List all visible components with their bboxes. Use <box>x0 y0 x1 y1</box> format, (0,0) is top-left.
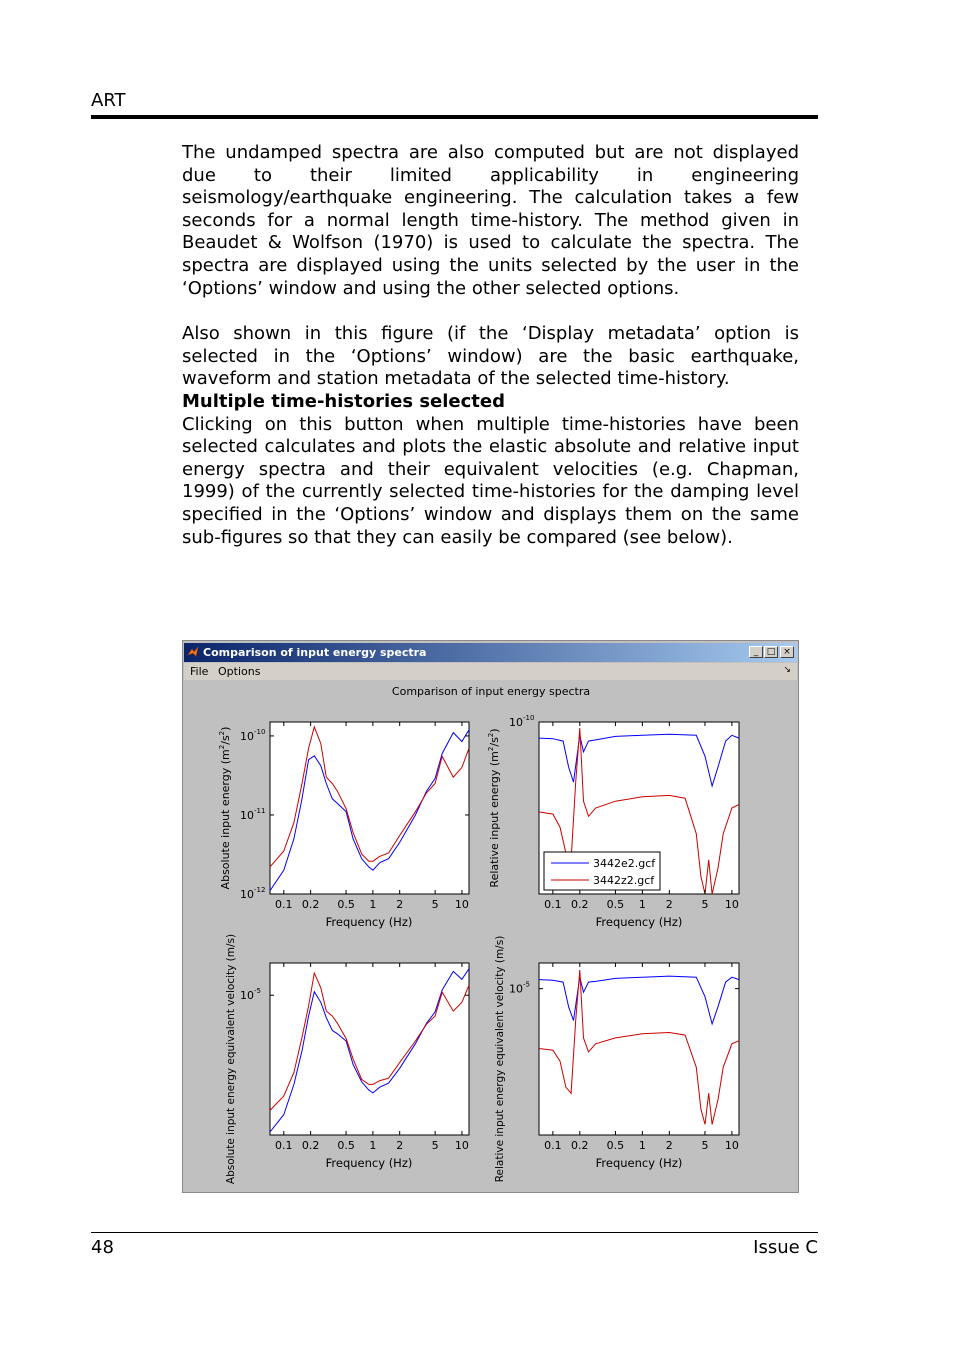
paragraph-multiple-histories: Clicking on this button when multiple time-histories have been selected calculates and plots the elastic absolute and relative input energy spectra and their equivalent velocities (e.g. Chapman, 1999) of the currently selected time-histories for the damping level specified in the ‘Options’ window and displays them on the same sub-figures so that they can easily be compared (see below). <box>182 413 799 548</box>
x-tick-label: 2 <box>665 898 673 911</box>
x-axis-label: Frequency (Hz) <box>595 1156 683 1170</box>
legend <box>544 852 660 890</box>
x-axis-label: Frequency (Hz) <box>325 915 413 929</box>
window-title: Comparison of input energy spectra <box>203 646 427 659</box>
y-tick-labels <box>509 981 530 996</box>
y-tick-label: $10^{-10}$ <box>240 727 266 743</box>
x-tick-label: 2 <box>665 1139 673 1152</box>
x-tick-label: 0.2 <box>301 1139 320 1152</box>
x-tick-label: 5 <box>701 1139 709 1152</box>
axes-frame <box>270 963 469 1135</box>
y-tick-label: $10^{-12}$ <box>240 886 266 901</box>
x-tick-label: 0.1 <box>544 1139 562 1152</box>
x-tick-label: 2 <box>396 1139 404 1152</box>
x-tick-label: 0.2 <box>571 1139 589 1152</box>
menu-file[interactable]: File <box>190 665 209 678</box>
footer-rule <box>91 1232 818 1233</box>
subplot-absolute-energy <box>218 722 469 929</box>
legend-label-3442e2: 3442e2.gcf <box>593 857 656 870</box>
x-tick-label: 1 <box>638 1139 646 1152</box>
x-tick-label: 0.1 <box>275 1139 293 1152</box>
x-tick-label: 0.5 <box>606 1139 625 1152</box>
x-tick-label: 5 <box>431 898 439 911</box>
close-button[interactable]: × <box>780 646 794 658</box>
figure-window <box>182 640 799 1193</box>
y-tick-label: $10^{-5}$ <box>509 980 530 996</box>
x-tick-label: 0.1 <box>275 898 293 911</box>
x-tick-labels <box>275 1139 469 1152</box>
dock-arrow-icon[interactable]: ↘ <box>783 665 791 675</box>
y-tick-labels <box>240 987 261 1002</box>
x-tick-label: 2 <box>396 898 404 911</box>
paragraph-undamped-spectra: The undamped spectra are also computed but are not displayed due to their limited applicability in engineering seismology/earthquake engineering. The calculation takes a few seconds for a normal length time-history. The method given in Beaudet & Wolfson (1970) is used to calculate the spectra. The spectra are displayed using the units selected by the user in the ‘Options’ window and using the other selected options. <box>182 142 799 299</box>
x-axis-label: Frequency (Hz) <box>595 915 683 929</box>
x-tick-label: 10 <box>724 898 739 911</box>
x-tick-label: 0.5 <box>606 898 625 911</box>
body-text <box>182 142 799 549</box>
x-tick-label: 1 <box>638 898 646 911</box>
x-tick-label: 5 <box>701 898 709 911</box>
x-tick-label: 1 <box>369 898 377 911</box>
x-tick-labels <box>275 898 469 911</box>
issue-label: Issue C <box>753 1237 818 1258</box>
y-tick-labels <box>240 728 265 901</box>
maximize-button[interactable]: □ <box>764 646 778 658</box>
menu-options[interactable]: Options <box>218 665 261 678</box>
header-rule <box>91 115 818 119</box>
x-tick-labels <box>544 898 739 911</box>
x-tick-labels <box>544 1139 739 1152</box>
y-tick-label: $10^{-11}$ <box>240 807 266 822</box>
subplot-relative-energy <box>487 714 739 929</box>
figure-title: Comparison of input energy spectra <box>391 685 591 698</box>
page-number: 48 <box>91 1237 114 1258</box>
running-header: ART <box>91 90 126 111</box>
paragraph-metadata: Also shown in this figure (if the ‘Display metadata’ option is selected in the ‘Options’ window) are the basic earthquake, waveform and station metadata of the selected time-history. <box>182 323 799 390</box>
x-tick-label: 10 <box>454 1139 469 1152</box>
y-tick-label: $10^{-10}$ <box>509 714 535 729</box>
window-titlebar[interactable] <box>184 643 797 662</box>
menu-bar <box>184 663 797 680</box>
y-axis-label: Absolute input energy equivalent velocity (m/s) <box>225 933 237 1185</box>
legend-label-3442z2: 3442z2.gcf <box>593 874 655 887</box>
figure-canvas <box>183 681 798 1191</box>
y-axis-label: Absolute input energy $(m^2/s^2)$ <box>218 726 232 890</box>
matlab-logo-icon <box>187 646 199 658</box>
x-tick-label: 5 <box>431 1139 439 1152</box>
x-tick-label: 1 <box>369 1139 377 1152</box>
section-subheading: Multiple time-histories selected <box>182 390 505 412</box>
minimize-button[interactable]: _ <box>749 646 763 658</box>
x-axis-label: Frequency (Hz) <box>325 1156 413 1170</box>
x-tick-label: 10 <box>724 1139 739 1152</box>
x-tick-label: 0.1 <box>544 898 562 911</box>
x-tick-label: 0.2 <box>301 898 320 911</box>
x-tick-label: 0.5 <box>337 1139 355 1152</box>
subplot-relative-velocity <box>494 936 739 1183</box>
subplot-absolute-velocity <box>225 934 469 1184</box>
y-axis-label: Relative input energy $(m^2/s^2)$ <box>487 728 501 888</box>
y-tick-labels <box>509 714 534 729</box>
y-axis-label: Relative input energy equivalent velocity (m/s) <box>494 935 506 1183</box>
x-tick-label: 0.2 <box>571 898 589 911</box>
axes-frame <box>539 963 739 1135</box>
y-tick-label: $10^{-5}$ <box>240 987 261 1003</box>
x-tick-label: 10 <box>454 898 469 911</box>
x-tick-label: 0.5 <box>337 898 355 911</box>
